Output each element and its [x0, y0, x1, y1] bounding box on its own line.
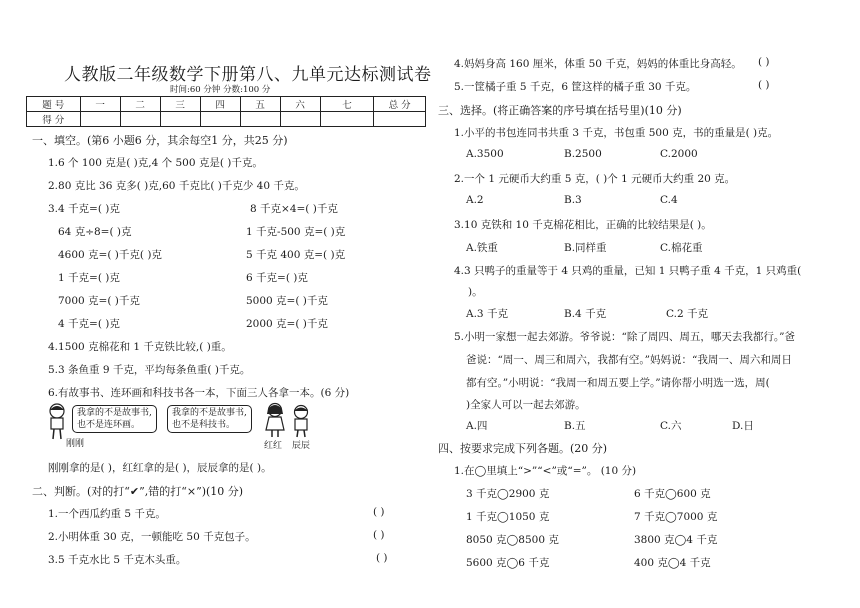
choice-option[interactable]: C.2000	[660, 148, 698, 160]
bubble-line: 我拿的不是故事书,	[77, 408, 152, 418]
bubble-line: 也不是连环画。	[77, 420, 141, 430]
score-header-cell: 总 分	[374, 97, 426, 112]
fill-question-6: 6.有故事书、连环画和科技书各一本，下面三人各拿一本。(6 分)	[48, 387, 350, 399]
score-header-cell: 题 号	[27, 97, 81, 112]
choice-question-4: 4.3 只鸭子的重量等于 4 只鸡的重量，已知 1 只鸭子重 4 千克，1 只鸡重(	[454, 265, 802, 277]
fill-question-5: 5.3 条鱼重 9 千克，平均每条鱼重( )千克。	[48, 364, 251, 376]
choice-question-5-line4: )全家人可以一起去郊游。	[466, 399, 586, 411]
judge-item-2: 2.小明体重 30 克，一顿能吃 50 千克包子。	[48, 531, 256, 543]
speech-bubble-hong	[167, 405, 252, 433]
choice-option[interactable]: C.4	[660, 194, 678, 206]
judge-answer-paren[interactable]: ( )	[758, 79, 770, 91]
choice-option[interactable]: B.4 千克	[564, 308, 607, 320]
conversion-item: 4 千克=( )克	[58, 318, 120, 330]
fill-question-2: 2.80 克比 36 克多( )克,60 千克比( )千克少 40 千克。	[48, 180, 305, 192]
score-input-cell[interactable]	[280, 112, 320, 127]
score-input-cell[interactable]	[120, 112, 160, 127]
score-header-cell: 三	[160, 97, 200, 112]
score-input-cell[interactable]	[374, 112, 426, 127]
score-header-row	[27, 97, 426, 112]
part2-heading: 二、判断。(对的打“✔”,错的打“×”)(10 分)	[32, 485, 244, 498]
choice-option[interactable]: A.3500	[466, 148, 504, 160]
score-header-cell: 五	[240, 97, 280, 112]
conversion-item: 64 克÷8=( )克	[58, 226, 132, 238]
judge-answer-paren[interactable]: ( )	[758, 56, 770, 68]
compare-item[interactable]: 400 克◯4 千克	[634, 557, 711, 569]
judge-answer-paren[interactable]: ( )	[376, 552, 388, 564]
fill-question-6-answer: 刚刚拿的是( )，红红拿的是( )，辰辰拿的是( )。	[48, 462, 272, 474]
compare-item[interactable]: 3 千克◯2900 克	[466, 488, 550, 500]
bubble-line: 我拿的不是故事书,	[172, 408, 247, 418]
conversion-item: 6 千克=( )克	[246, 272, 308, 284]
score-input-cell[interactable]	[200, 112, 240, 127]
fill-question-1: 1.6 个 100 克是( )克,4 个 500 克是( )千克。	[48, 157, 263, 169]
judge-item-3: 3.5 千克水比 5 千克木头重。	[48, 554, 187, 566]
compare-item[interactable]: 5600 克◯6 千克	[466, 557, 550, 569]
choice-option[interactable]: C.六	[660, 420, 682, 432]
compare-item[interactable]: 1 千克◯1050 克	[466, 511, 550, 523]
speech-bubble-gang	[72, 405, 157, 433]
boy-gang-illustration	[42, 402, 72, 440]
compare-item[interactable]: 3800 克◯4 千克	[634, 534, 718, 546]
choice-option[interactable]: B.3	[564, 194, 582, 206]
conversion-item: 2000 克=( )千克	[246, 318, 328, 330]
choice-option[interactable]: A.2	[466, 194, 484, 206]
girl-hong-illustration	[262, 402, 288, 438]
choice-option[interactable]: B.同样重	[564, 242, 607, 254]
part4-heading: 四、按要求完成下列各题。(20 分)	[438, 442, 608, 455]
conversion-item: 5000 克=( )千克	[246, 295, 328, 307]
choice-question-4-cont: )。	[468, 286, 483, 298]
choice-option[interactable]: A.四	[466, 420, 488, 432]
conversion-item: 1 千克=( )克	[58, 272, 120, 284]
choice-option[interactable]: A.3 千克	[466, 308, 508, 320]
score-input-cell[interactable]	[160, 112, 200, 127]
score-header-cell: 一	[80, 97, 120, 112]
exam-info: 时间:60 分钟 分数:100 分	[170, 85, 271, 95]
conversion-item: 3.4 千克=( )克	[48, 203, 120, 215]
choice-question-5: 5.小明一家想一起去郊游。爷爷说：“除了周四、周五，哪天去我都行。”爸	[454, 331, 796, 343]
score-header-cell: 四	[200, 97, 240, 112]
choice-option[interactable]: D.日	[732, 420, 754, 432]
compare-question-1: 1.在◯里填上“>”“<”或“=”。 (10 分)	[454, 465, 637, 477]
score-value-row	[27, 112, 426, 127]
part1-heading: 一、填空。(第6 小题6 分，其余每空1 分，共25 分)	[32, 134, 288, 147]
compare-item[interactable]: 6 千克◯600 克	[634, 488, 711, 500]
score-input-cell[interactable]	[80, 112, 120, 127]
page-title: 人教版二年级数学下册第八、九单元达标测试卷	[64, 65, 432, 85]
part3-heading: 三、选择。(将正确答案的序号填在括号里)(10 分)	[438, 104, 682, 117]
name-gang: 刚刚	[66, 439, 85, 449]
choice-option[interactable]: A.铁重	[466, 242, 498, 254]
fill-question-4: 4.1500 克棉花和 1 千克铁比较,( )重。	[48, 341, 232, 353]
conversion-item: 8 千克×4=( )千克	[250, 203, 338, 215]
choice-option[interactable]: C.2 千克	[666, 308, 709, 320]
conversion-item: 7000 克=( )千克	[58, 295, 140, 307]
judge-item-1: 1.一个西瓜约重 5 千克。	[48, 508, 166, 520]
choice-option[interactable]: B.2500	[564, 148, 602, 160]
score-table	[26, 96, 426, 127]
score-header-cell: 二	[120, 97, 160, 112]
bubble-line: 也不是科技书。	[172, 420, 236, 430]
choice-question-5-line3: 都有空。”小明说：“我周一和周五要上学。”请你帮小明选一选，周(	[466, 377, 770, 389]
compare-item[interactable]: 7 千克◯7000 克	[634, 511, 718, 523]
score-row-label: 得 分	[27, 112, 81, 127]
score-input-cell[interactable]	[240, 112, 280, 127]
judge-item-4: 4.妈妈身高 160 厘米，体重 50 千克，妈妈的体重比身高轻。	[454, 58, 742, 70]
judge-answer-paren[interactable]: ( )	[373, 529, 385, 541]
score-header-cell: 六	[280, 97, 320, 112]
conversion-item: 4600 克=( )千克( )克	[58, 249, 162, 261]
choice-option[interactable]: B.五	[564, 420, 586, 432]
judge-answer-paren[interactable]: ( )	[373, 506, 385, 518]
judge-item-5: 5.一筐橘子重 5 千克，6 筐这样的橘子重 30 千克。	[454, 81, 697, 93]
name-hong: 红红	[264, 441, 283, 451]
score-input-cell[interactable]	[320, 112, 374, 127]
choice-question-5-line2: 爸说：“周一、周三和周六，我都有空。”妈妈说：“我周一、周六和周日	[466, 354, 792, 366]
conversion-item: 1 千克-500 克=( )克	[246, 226, 346, 238]
conversion-item: 5 千克 400 克=( )克	[246, 249, 346, 261]
compare-item[interactable]: 8050 克◯8500 克	[466, 534, 559, 546]
choice-question-2: 2.一个 1 元硬币大约重 5 克，( )个 1 元硬币大约重 20 克。	[454, 173, 736, 185]
score-header-cell: 七	[320, 97, 374, 112]
choice-question-1: 1.小平的书包连同书共重 3 千克，书包重 500 克，书的重量是( )克。	[454, 127, 779, 139]
choice-question-3: 3.10 克铁和 10 千克棉花相比，正确的比较结果是( )。	[454, 219, 712, 231]
choice-option[interactable]: C.棉花重	[660, 242, 703, 254]
boy-chen-illustration	[288, 404, 314, 438]
name-chen: 辰辰	[292, 441, 311, 451]
